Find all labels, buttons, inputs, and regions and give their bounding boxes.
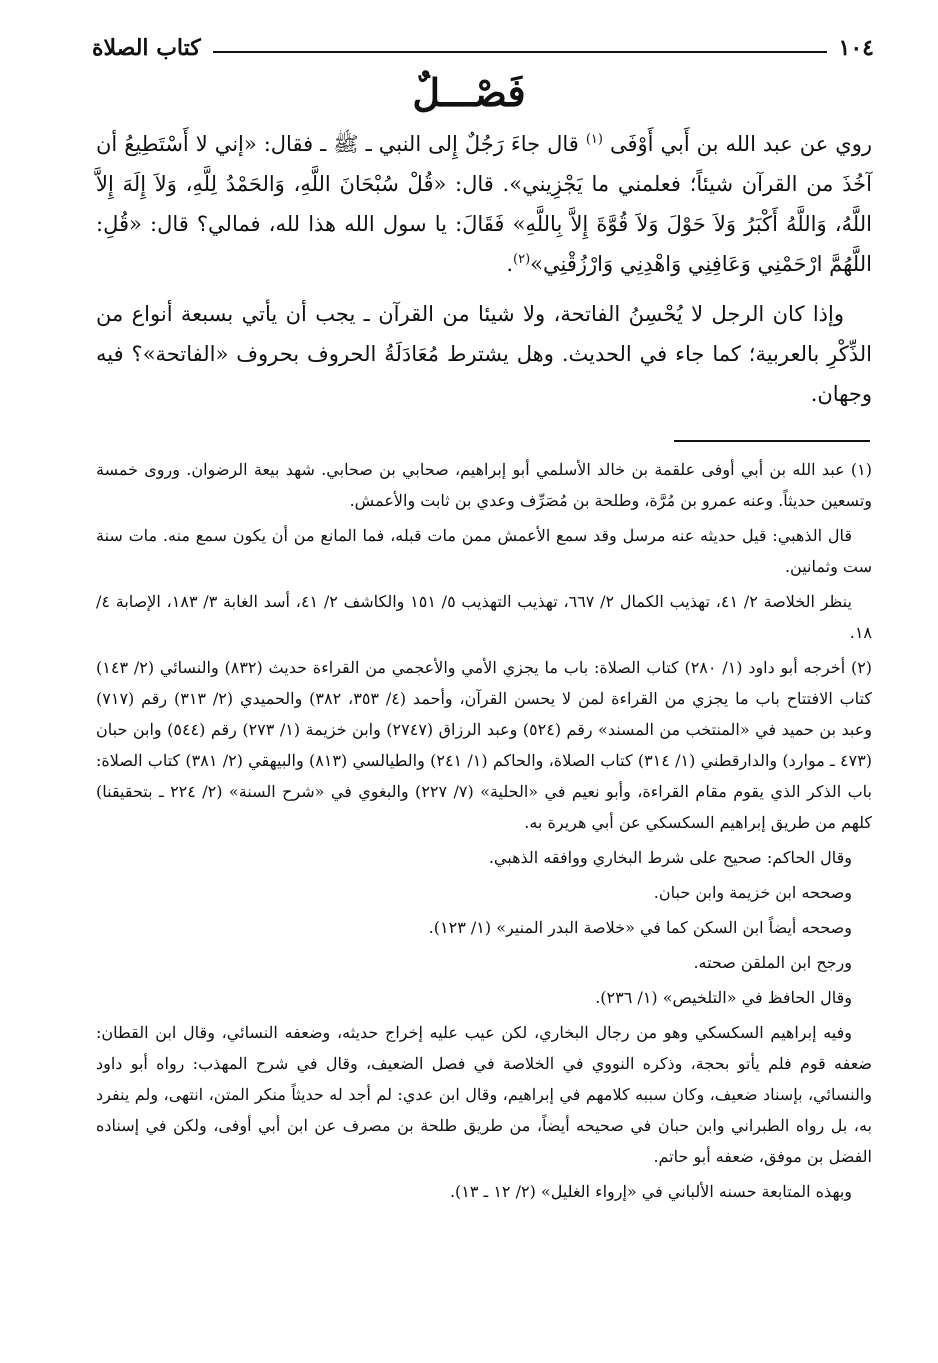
page-number: ١٠٤ <box>838 35 874 61</box>
paragraph-1-end: . <box>506 252 514 276</box>
paragraph-2: وإذا كان الرجل لا يُحْسِنُ الفاتحة، ولا شيئا من القرآن ـ يجب أن يأتي بسبعة أنواع من الذِّكْرِ بالعربية؛ كما جاء في الحديث. وهل يشترط مُعَادَلَةُ الحروف بحروف «الفاتحة»؟ فيه وجهان. <box>96 302 872 406</box>
footnotes <box>96 454 872 1211</box>
paragraph-1-text-b: قال جاءَ رَجُلٌ إِلى النبي ـ ﷺ ـ فقال: «إني لا أَسْتَطِيعُ أن آخُذَ من القرآن شيئاً؛ فعلمني ما يَجْزِيني». قال: «قُلْ سُبْحَانَ اللَّهِ، وَالحَمْدُ لِلَّهِ، وَلاَ إِلَهَ إِلاَّ اللَّهُ، وَاللَّهُ أَكْبَرُ وَلاَ حَوْلَ وَلاَ قُوَّةَ إِلاَّ بِاللَّهِ» فَقَالَ: يا سول الله هذا لله، فمالي؟ قال: «قُلِ: اللَّهُمَّ ارْحَمْنِي وَعَافِنِي وَاهْدِنِي وَارْزُقْنِي» <box>96 132 872 276</box>
footnote-1-line-2: قال الذهبي: قيل حديثه عنه مرسل وقد سمع الأعمش ممن مات قبله، فما المانع من أن يكون سمع منه. مات سنة ست وثمانين. <box>96 526 872 576</box>
main-body <box>96 124 872 424</box>
footnote-2-line-1: (٢) أخرجه أبو داود (١/ ٢٨٠) كتاب الصلاة: باب ما يجزي الأمي والأعجمي من القراءة حديث (٨٣٢) والنسائي (٢/ ١٤٣) كتاب الافتتاح باب ما يجزي من القراءة لمن لا يحسن القرآن، وأحمد (٤/ ٣٥٣، ٣٨٢) والحميدي (٢/ ٣١٣) رقم (٧١٧) وعبد بن حميد في «المنتخب من المسند» رقم (٥٢٤) وعبد الرزاق (٢٧٤٧) وابن خزيمة (١/ ٢٧٣) رقم (٥٤٤) وابن حبان (٤٧٣ ـ موارد) والدارقطني (١/ ٣١٤) كتاب الصلاة، والحاكم (١/ ٢٤١) والطيالسي (٨١٣) والبيهقي (٢/ ٣٨١) كتاب الصلاة: باب الذكر الذي يقوم مقام القراءة، وأبو نعيم في «الحلية» (٧/ ٢٢٧) والبغوي في «شرح السنة» (٢/ ٢٢٤ ـ بتحقيقنا) كلهم من طريق إبراهيم السكسكي عن أبي هريرة به. <box>96 658 873 832</box>
footnote-2-line-4: وصححه أيضاً ابن السكن كما في «خلاصة البدر المنير» (١/ ١٢٣). <box>428 918 852 937</box>
footnote-2-line-7: وفيه إبراهيم السكسكي وهو من رجال البخاري، لكن عيب عليه إخراج حديثه، وضعفه النسائي، وقال ابن القطان: ضعفه قوم فلم يأتو بحجة، وذكره النووي في الخلاصة في فصل الضعيف، وقال في شرح المهذب: رواه أبو داود والنسائي، بإسناد ضعيف، وكان سببه كلامهم في إبراهيم، وقال ابن عدي: لم أجد له حديثاً منكر المتن، انتهى، ولم ينفرد به، بل رواه الطبراني وابن حبان في صحيحه أيضاً، من طريق طلحة بن مصرف عن ابن أبي أوفى، ولكن في إسناده الفضل بن موفق، ضعفه أبو حاتم. <box>96 1023 873 1166</box>
paragraph-1 <box>96 124 872 284</box>
footnote-2-line-5: ورجح ابن الملقن صحته. <box>693 953 852 972</box>
footnote-ref-1: (١) <box>585 132 603 147</box>
footnote-2-line-2: وقال الحاكم: صحيح على شرط البخاري ووافقه الذهبي. <box>488 848 852 867</box>
footnote-ref-2: (٢) <box>513 252 531 267</box>
footnote-1-line-3: ينظر الخلاصة ٢/ ٤١، تهذيب الكمال ٢/ ٦٦٧، تهذيب التهذيب ٥/ ١٥١ والكاشف ٢/ ٤١، أسد الغابة ٣/ ١٨٣، الإصابة ٤/ ١٨. <box>96 592 872 642</box>
footnote-2-line-3: وصححه ابن خزيمة وابن حبان. <box>653 883 852 902</box>
section-heading: فَصْـــلٌ <box>412 70 526 115</box>
footnote-2-line-8: وبهذه المتابعة حسنه الألباني في «إرواء الغليل» (٢/ ١٢ ـ ١٣). <box>449 1182 852 1201</box>
running-title: كتاب الصلاة <box>92 35 201 61</box>
footnote-1-line-1: (١) عبد الله بن أبي أوفى علقمة بن خالد الأسلمي أبو إبراهيم، صحابي بن صحابي. شهد بيعة الرضوان. وروى خمسة وتسعين حديثاً. وعنه عمرو بن مُرَّة، وطلحة بن مُصَرِّف وعدي بن ثابت والأعمش. <box>96 460 872 510</box>
paragraph-1-text-a: روي عن عبد الله بن أَبي أَوْفَى <box>609 132 873 156</box>
header-rule <box>213 51 827 53</box>
page-header <box>92 28 874 68</box>
footnote-separator <box>674 440 870 442</box>
footnote-2-line-6: وقال الحافظ في «التلخيص» (١/ ٢٣٦). <box>595 988 852 1007</box>
